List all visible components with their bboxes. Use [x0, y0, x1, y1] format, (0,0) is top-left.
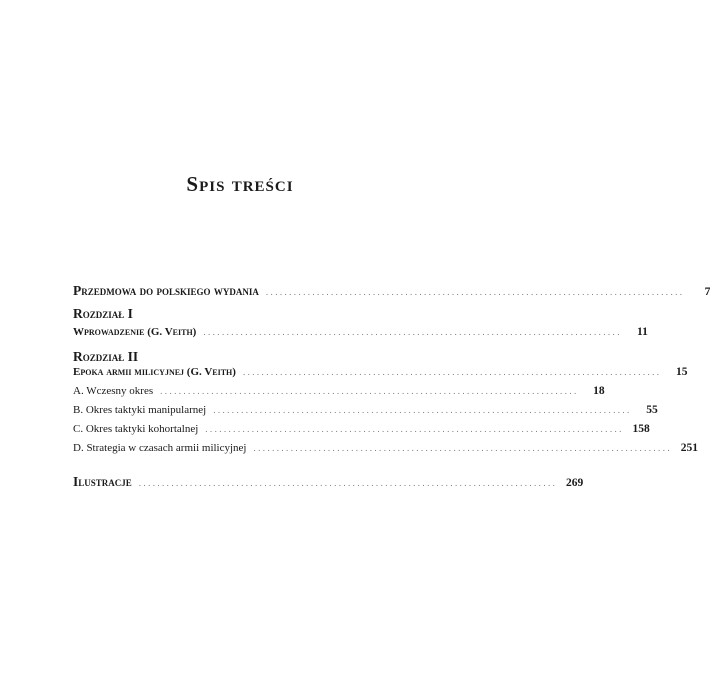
toc-section-page: 158	[632, 423, 650, 435]
dot-leader: ..........................................................................................	[253, 443, 672, 453]
dot-leader: ..........................................................................................	[213, 405, 632, 415]
dot-leader: ..........................................................................................	[138, 478, 558, 488]
toc-entry-label: Ilustracje	[73, 474, 132, 489]
toc-section-c[interactable]	[73, 423, 650, 435]
toc-entry-chapter-2[interactable]	[73, 366, 688, 378]
toc-section-page: 251	[680, 442, 698, 454]
toc-section-d[interactable]	[73, 442, 698, 454]
toc-entry-preface[interactable]	[73, 283, 710, 299]
toc-entry-illustrations[interactable]	[73, 474, 584, 490]
toc-section-b[interactable]	[73, 404, 658, 416]
dot-leader: ..........................................................................................	[265, 287, 685, 297]
toc-entry-page: 15	[675, 366, 688, 378]
toc-section-label: D. Strategia w czasach armii milicyjnej	[73, 442, 247, 454]
dot-leader: ..........................................................................................	[160, 386, 579, 396]
toc-entry-chapter-1[interactable]	[73, 326, 648, 338]
chapter-heading-2: Rozdział II	[73, 349, 139, 364]
toc-entry-page: 269	[566, 477, 584, 489]
chapter-heading-1: Rozdział I	[73, 306, 133, 321]
toc-entry-label: Epoka armii milicyjnej (G. Veith)	[73, 366, 236, 378]
dot-leader: ..........................................................................................	[242, 367, 662, 377]
toc-section-label: B. Okres taktyki manipularnej	[73, 404, 207, 416]
toc-section-page: 18	[593, 385, 605, 397]
page-title: Spis treści	[186, 172, 294, 196]
dot-leader: ..........................................................................................	[205, 424, 624, 434]
toc-entry-page: 11	[636, 326, 648, 338]
toc-section-label: A. Wczesny okres	[73, 385, 154, 397]
toc-section-label: C. Okres taktyki kohortalnej	[73, 423, 199, 435]
toc-entry-label: Przedmowa do polskiego wydania	[73, 283, 259, 298]
toc-section-a[interactable]	[73, 385, 605, 397]
dot-leader: ..........................................................................................	[203, 327, 622, 337]
toc-section-page: 55	[646, 404, 658, 416]
toc-entry-label: Wprowadzenie (G. Veith)	[73, 326, 197, 338]
toc-entry-page: 7	[704, 286, 710, 298]
